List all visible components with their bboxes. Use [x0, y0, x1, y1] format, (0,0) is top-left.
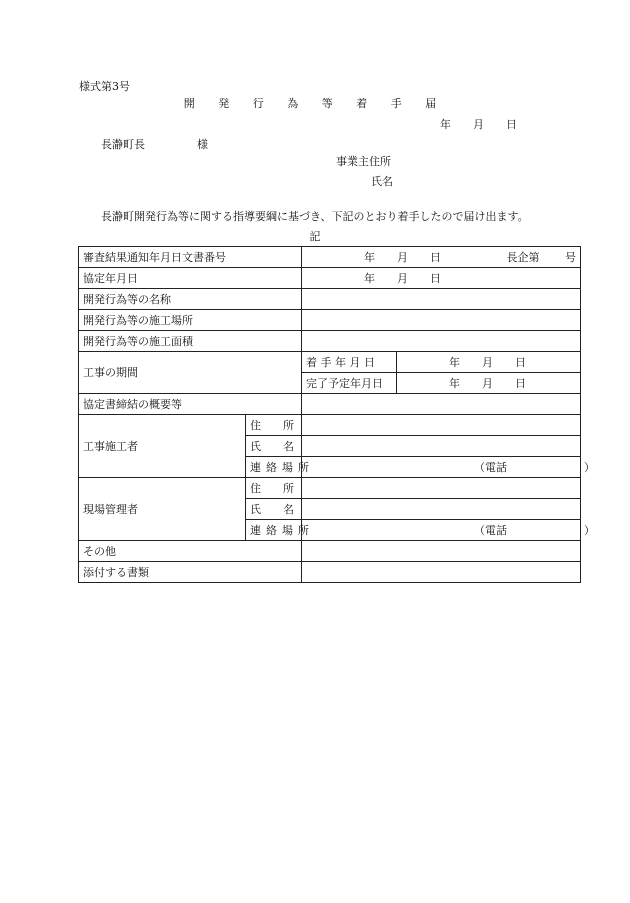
applicant-name-label: 氏名	[371, 175, 393, 188]
manager-contact-field[interactable]	[302, 520, 595, 541]
manager-phone: （電話 ）	[474, 523, 595, 537]
period-label: 工事の期間	[79, 352, 302, 394]
document-title: 開 発 行 為 等 着 手 届	[183, 97, 447, 110]
agreement-date: 年 月 日	[364, 271, 441, 285]
table-row	[79, 289, 581, 310]
dev-area-field[interactable]	[302, 331, 581, 352]
table-row	[79, 352, 581, 373]
notification-form-table	[78, 246, 595, 583]
end-label: 完了予定年月日	[302, 373, 397, 394]
other-label: その他	[79, 541, 302, 562]
agreement-summary-field[interactable]	[302, 394, 581, 415]
review-date: 年 月 日	[364, 250, 441, 264]
dev-area-label: 開発行為等の施工面積	[79, 331, 302, 352]
table-row	[79, 247, 581, 268]
attachments-label: 添付する書類	[79, 562, 302, 583]
addressee: 長瀞町長	[101, 138, 145, 151]
dev-place-label: 開発行為等の施工場所	[79, 310, 302, 331]
form-number: 様式第3号	[79, 80, 130, 93]
honorific: 様	[197, 138, 208, 151]
table-row	[79, 478, 581, 499]
table-row	[79, 415, 581, 436]
contractor-phone: （電話 ）	[474, 460, 595, 474]
dev-place-field[interactable]	[302, 310, 581, 331]
start-date: 年 月 日	[449, 355, 526, 369]
other-field[interactable]	[302, 541, 581, 562]
manager-address-field[interactable]	[302, 478, 581, 499]
table-row	[79, 541, 581, 562]
table-row	[79, 562, 581, 583]
agreement-summary-label: 協定書締結の概要等	[79, 394, 302, 415]
contractor-label: 工事施工者	[79, 415, 246, 478]
agreement-date-label: 協定年月日	[79, 268, 302, 289]
contractor-contact-field[interactable]	[302, 457, 595, 478]
manager-contact-label: 連絡場所	[246, 520, 302, 541]
manager-label: 現場管理者	[79, 478, 246, 541]
table-row	[79, 310, 581, 331]
applicant-address-label: 事業主住所	[336, 155, 391, 168]
table-row	[79, 268, 581, 289]
manager-address-label: 住 所	[246, 478, 302, 499]
table-row	[79, 331, 581, 352]
end-date: 年 月 日	[449, 376, 526, 390]
review-value-cell[interactable]	[302, 247, 581, 268]
manager-name-label: 氏 名	[246, 499, 302, 520]
body-text: 長瀞町開発行為等に関する指導要綱に基づき、下記のとおり着手したので届け出ます。	[101, 210, 529, 223]
start-label: 着 手 年 月 日	[302, 352, 397, 373]
contractor-name-field[interactable]	[302, 436, 581, 457]
review-label: 審査結果通知年月日文書番号	[79, 247, 302, 268]
end-date-cell[interactable]	[397, 373, 581, 394]
manager-name-field[interactable]	[302, 499, 581, 520]
review-docno-prefix: 長企第	[506, 250, 540, 264]
attachments-field[interactable]	[302, 562, 581, 583]
contractor-name-label: 氏 名	[246, 436, 302, 457]
submission-date: 年 月 日	[440, 118, 517, 131]
dev-name-field[interactable]	[302, 289, 581, 310]
ki-heading: 記	[309, 230, 321, 243]
table-row	[79, 394, 581, 415]
contractor-address-label: 住 所	[246, 415, 302, 436]
dev-name-label: 開発行為等の名称	[79, 289, 302, 310]
start-date-cell[interactable]	[397, 352, 581, 373]
agreement-date-cell[interactable]	[302, 268, 581, 289]
review-docno-suffix: 号	[565, 250, 576, 264]
contractor-address-field[interactable]	[302, 415, 581, 436]
contractor-contact-label: 連絡場所	[246, 457, 302, 478]
